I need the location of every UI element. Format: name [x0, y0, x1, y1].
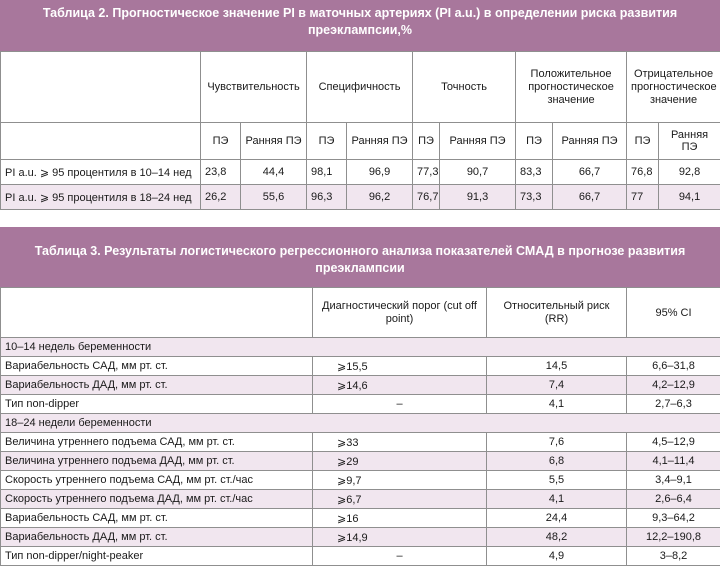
group-header: Чувствительность — [201, 52, 307, 123]
row-name: Вариабельность САД, мм рт. ст. — [1, 357, 313, 376]
cell-rr: 24,4 — [487, 509, 627, 528]
cell-rr: 4,1 — [487, 490, 627, 509]
cell-rr: 7,6 — [487, 433, 627, 452]
subheader: ПЭ — [307, 123, 347, 160]
group-header: Отрицательное прогностическое значение — [627, 52, 720, 123]
cell-cutoff: ⩾6,7 — [313, 490, 487, 509]
table-2-group-header-row — [1, 52, 720, 123]
cell: 92,8 — [659, 160, 720, 185]
table-2-corner — [1, 52, 201, 123]
subheader: ПЭ — [413, 123, 440, 160]
cell: 55,6 — [241, 185, 307, 210]
cell: 90,7 — [440, 160, 516, 185]
group-header: Специфичность — [307, 52, 413, 123]
cell: 77,3 — [413, 160, 440, 185]
section-label: 18–24 недели беременности — [1, 414, 720, 433]
header-rr: Относительный риск (RR) — [487, 288, 627, 338]
table-row — [1, 160, 720, 185]
table-2 — [0, 0, 720, 210]
cell-ci: 6,6–31,8 — [627, 357, 720, 376]
cell: 26,2 — [201, 185, 241, 210]
row-name: Тип non-dipper/night-peaker — [1, 547, 313, 566]
cell-ci: 4,2–12,9 — [627, 376, 720, 395]
cell: 66,7 — [553, 160, 627, 185]
table-row — [1, 376, 720, 395]
subheader: Ранняя ПЭ — [659, 123, 720, 160]
table-row — [1, 452, 720, 471]
table-row — [1, 490, 720, 509]
cell: 83,3 — [516, 160, 553, 185]
cell: 98,1 — [307, 160, 347, 185]
cell-ci: 4,5–12,9 — [627, 433, 720, 452]
cell: 77 — [627, 185, 659, 210]
table-row — [1, 185, 720, 210]
row-name: Величина утреннего подъема ДАД, мм рт. ст. — [1, 452, 313, 471]
cell: 96,2 — [347, 185, 413, 210]
cell-rr: 14,5 — [487, 357, 627, 376]
table-3-corner — [1, 288, 313, 338]
cell: 94,1 — [659, 185, 720, 210]
row-name: Вариабельность САД, мм рт. ст. — [1, 509, 313, 528]
cell-ci: 3,4–9,1 — [627, 471, 720, 490]
cell-ci: 4,1–11,4 — [627, 452, 720, 471]
subheader: Ранняя ПЭ — [553, 123, 627, 160]
section-label: 10–14 недель беременности — [1, 338, 720, 357]
row-name: Скорость утреннего подъема САД, мм рт. ст./час — [1, 471, 313, 490]
row-name: Величина утреннего подъема САД, мм рт. ст. — [1, 433, 313, 452]
table-3-header-row — [1, 288, 720, 338]
cell-cutoff: ⩾14,6 — [313, 376, 487, 395]
table-row — [1, 357, 720, 376]
cell: 73,3 — [516, 185, 553, 210]
cell: 76,7 — [413, 185, 440, 210]
cell-rr: 7,4 — [487, 376, 627, 395]
row-name: Вариабельность ДАД, мм рт. ст. — [1, 528, 313, 547]
table-row — [1, 547, 720, 566]
cell-ci: 12,2–190,8 — [627, 528, 720, 547]
cell-rr: 4,9 — [487, 547, 627, 566]
cell-cutoff: ⩾14,9 — [313, 528, 487, 547]
cell: 66,7 — [553, 185, 627, 210]
cell: 96,3 — [307, 185, 347, 210]
cell-cutoff: – — [313, 547, 487, 566]
row-name: Тип non-dipper — [1, 395, 313, 414]
table-2-subheader-row — [1, 123, 720, 160]
group-header: Точность — [413, 52, 516, 123]
subheader: Ранняя ПЭ — [440, 123, 516, 160]
table-row — [1, 528, 720, 547]
cell-cutoff: ⩾16 — [313, 509, 487, 528]
cell-ci: 3–8,2 — [627, 547, 720, 566]
cell: 96,9 — [347, 160, 413, 185]
row-label: PI a.u. ⩾ 95 процентиля в 10–14 нед — [1, 160, 201, 185]
cell-cutoff: ⩾9,7 — [313, 471, 487, 490]
row-name: Вариабельность ДАД, мм рт. ст. — [1, 376, 313, 395]
subheader: Ранняя ПЭ — [347, 123, 413, 160]
subheader: ПЭ — [201, 123, 241, 160]
cell-ci: 2,7–6,3 — [627, 395, 720, 414]
table-3-title: Таблица 3. Результаты логистического регрессионного анализа показателей СМАД в прогнозе развития преэклампсии — [0, 227, 720, 287]
table-3 — [0, 227, 720, 566]
table-row — [1, 509, 720, 528]
cell: 23,8 — [201, 160, 241, 185]
table-3-grid — [0, 287, 720, 566]
cell: 91,3 — [440, 185, 516, 210]
cell-cutoff: ⩾33 — [313, 433, 487, 452]
header-cutoff: Диагностический порог (cut off point) — [313, 288, 487, 338]
group-header: Положительное прогностическое значение — [516, 52, 627, 123]
cell-cutoff: – — [313, 395, 487, 414]
cell-rr: 5,5 — [487, 471, 627, 490]
cell-ci: 2,6–6,4 — [627, 490, 720, 509]
table-2-subheader-blank — [1, 123, 201, 160]
table-row — [1, 395, 720, 414]
cell-rr: 6,8 — [487, 452, 627, 471]
subheader: ПЭ — [516, 123, 553, 160]
header-ci: 95% CI — [627, 288, 720, 338]
subheader: ПЭ — [627, 123, 659, 160]
table-2-grid — [0, 51, 720, 210]
table-row — [1, 471, 720, 490]
section-row — [1, 338, 720, 357]
cell-cutoff: ⩾15,5 — [313, 357, 487, 376]
row-label: PI a.u. ⩾ 95 процентиля в 18–24 нед — [1, 185, 201, 210]
cell-ci: 9,3–64,2 — [627, 509, 720, 528]
row-name: Скорость утреннего подъема ДАД, мм рт. ст./час — [1, 490, 313, 509]
cell-rr: 48,2 — [487, 528, 627, 547]
table-row — [1, 433, 720, 452]
section-row — [1, 414, 720, 433]
table-2-title: Таблица 2. Прогностическое значение PI в маточных артериях (PI a.u.) в определении риска развития преэклампсии,% — [0, 0, 720, 51]
cell: 76,8 — [627, 160, 659, 185]
cell-cutoff: ⩾29 — [313, 452, 487, 471]
subheader: Ранняя ПЭ — [241, 123, 307, 160]
cell: 44,4 — [241, 160, 307, 185]
cell-rr: 4,1 — [487, 395, 627, 414]
